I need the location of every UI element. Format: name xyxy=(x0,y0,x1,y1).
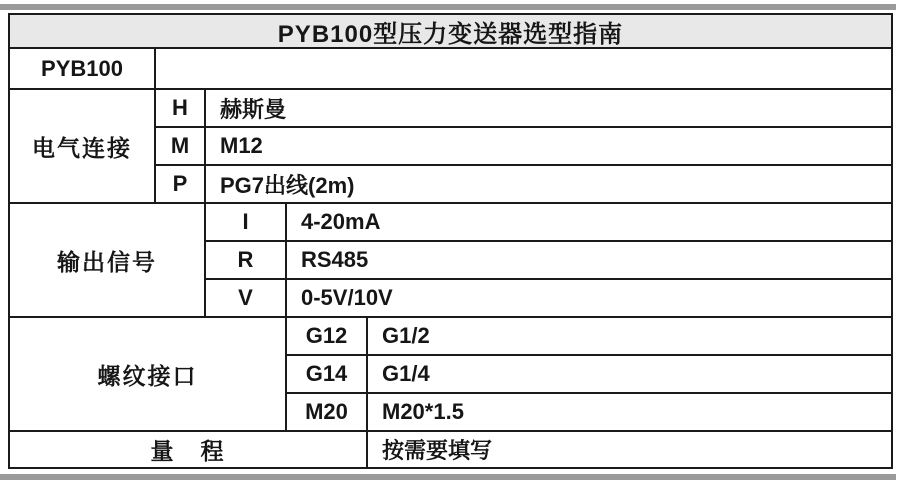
group-row-output-signal xyxy=(10,202,891,316)
option-row xyxy=(156,126,891,164)
model-empty-cell xyxy=(156,49,891,88)
top-divider-bar xyxy=(0,4,896,10)
option-desc-cell: 0-5V/10V xyxy=(301,285,393,310)
option-desc-cell: M20*1.5 xyxy=(382,399,464,424)
option-desc-cell: RS485 xyxy=(301,247,369,272)
option-code-cell: I xyxy=(206,204,287,240)
bottom-divider-bar xyxy=(0,474,896,480)
group-label-output-signal: 输出信号 xyxy=(10,204,206,316)
option-code-cell: V xyxy=(206,280,287,316)
option-desc-cell: 4-20mA xyxy=(301,209,381,234)
option-row xyxy=(287,354,891,392)
option-desc-cell: G1/4 xyxy=(382,361,430,386)
group-options-electrical-connection xyxy=(156,90,891,202)
option-code-cell: H xyxy=(156,90,206,126)
option-code-cell: R xyxy=(206,242,287,278)
model-name-cell: PYB100 xyxy=(10,49,156,88)
group-row-electrical-connection xyxy=(10,88,891,202)
option-code-cell: G14 xyxy=(287,356,368,392)
option-code-cell: M20 xyxy=(287,394,368,430)
option-code-cell: P xyxy=(156,166,206,202)
model-row xyxy=(10,47,891,88)
option-desc-cell: M12 xyxy=(220,133,263,158)
option-desc-cell: 赫斯曼 xyxy=(220,96,287,122)
table-title: PYB100型压力变送器选型指南 xyxy=(10,15,891,47)
range-value-cell: 按需要填写 xyxy=(382,438,493,463)
option-row xyxy=(287,318,891,354)
option-row xyxy=(206,204,891,240)
option-desc-cell: PG7出线(2m) xyxy=(220,172,355,198)
group-row-thread-interface xyxy=(10,316,891,430)
group-label-thread-interface: 螺纹接口 xyxy=(10,318,287,430)
option-row xyxy=(156,164,891,202)
group-label-electrical-connection: 电气连接 xyxy=(10,90,156,202)
option-row xyxy=(206,278,891,316)
option-code-cell: M xyxy=(156,128,206,164)
group-options-output-signal xyxy=(206,204,891,316)
option-row xyxy=(206,240,891,278)
range-row xyxy=(10,430,891,467)
option-row xyxy=(287,392,891,430)
option-row xyxy=(156,90,891,126)
option-code-cell: G12 xyxy=(287,318,368,354)
model-selection-table xyxy=(8,13,893,469)
range-label-cell: 量 程 xyxy=(10,432,368,467)
group-options-thread-interface xyxy=(287,318,891,430)
option-desc-cell: G1/2 xyxy=(382,323,430,348)
